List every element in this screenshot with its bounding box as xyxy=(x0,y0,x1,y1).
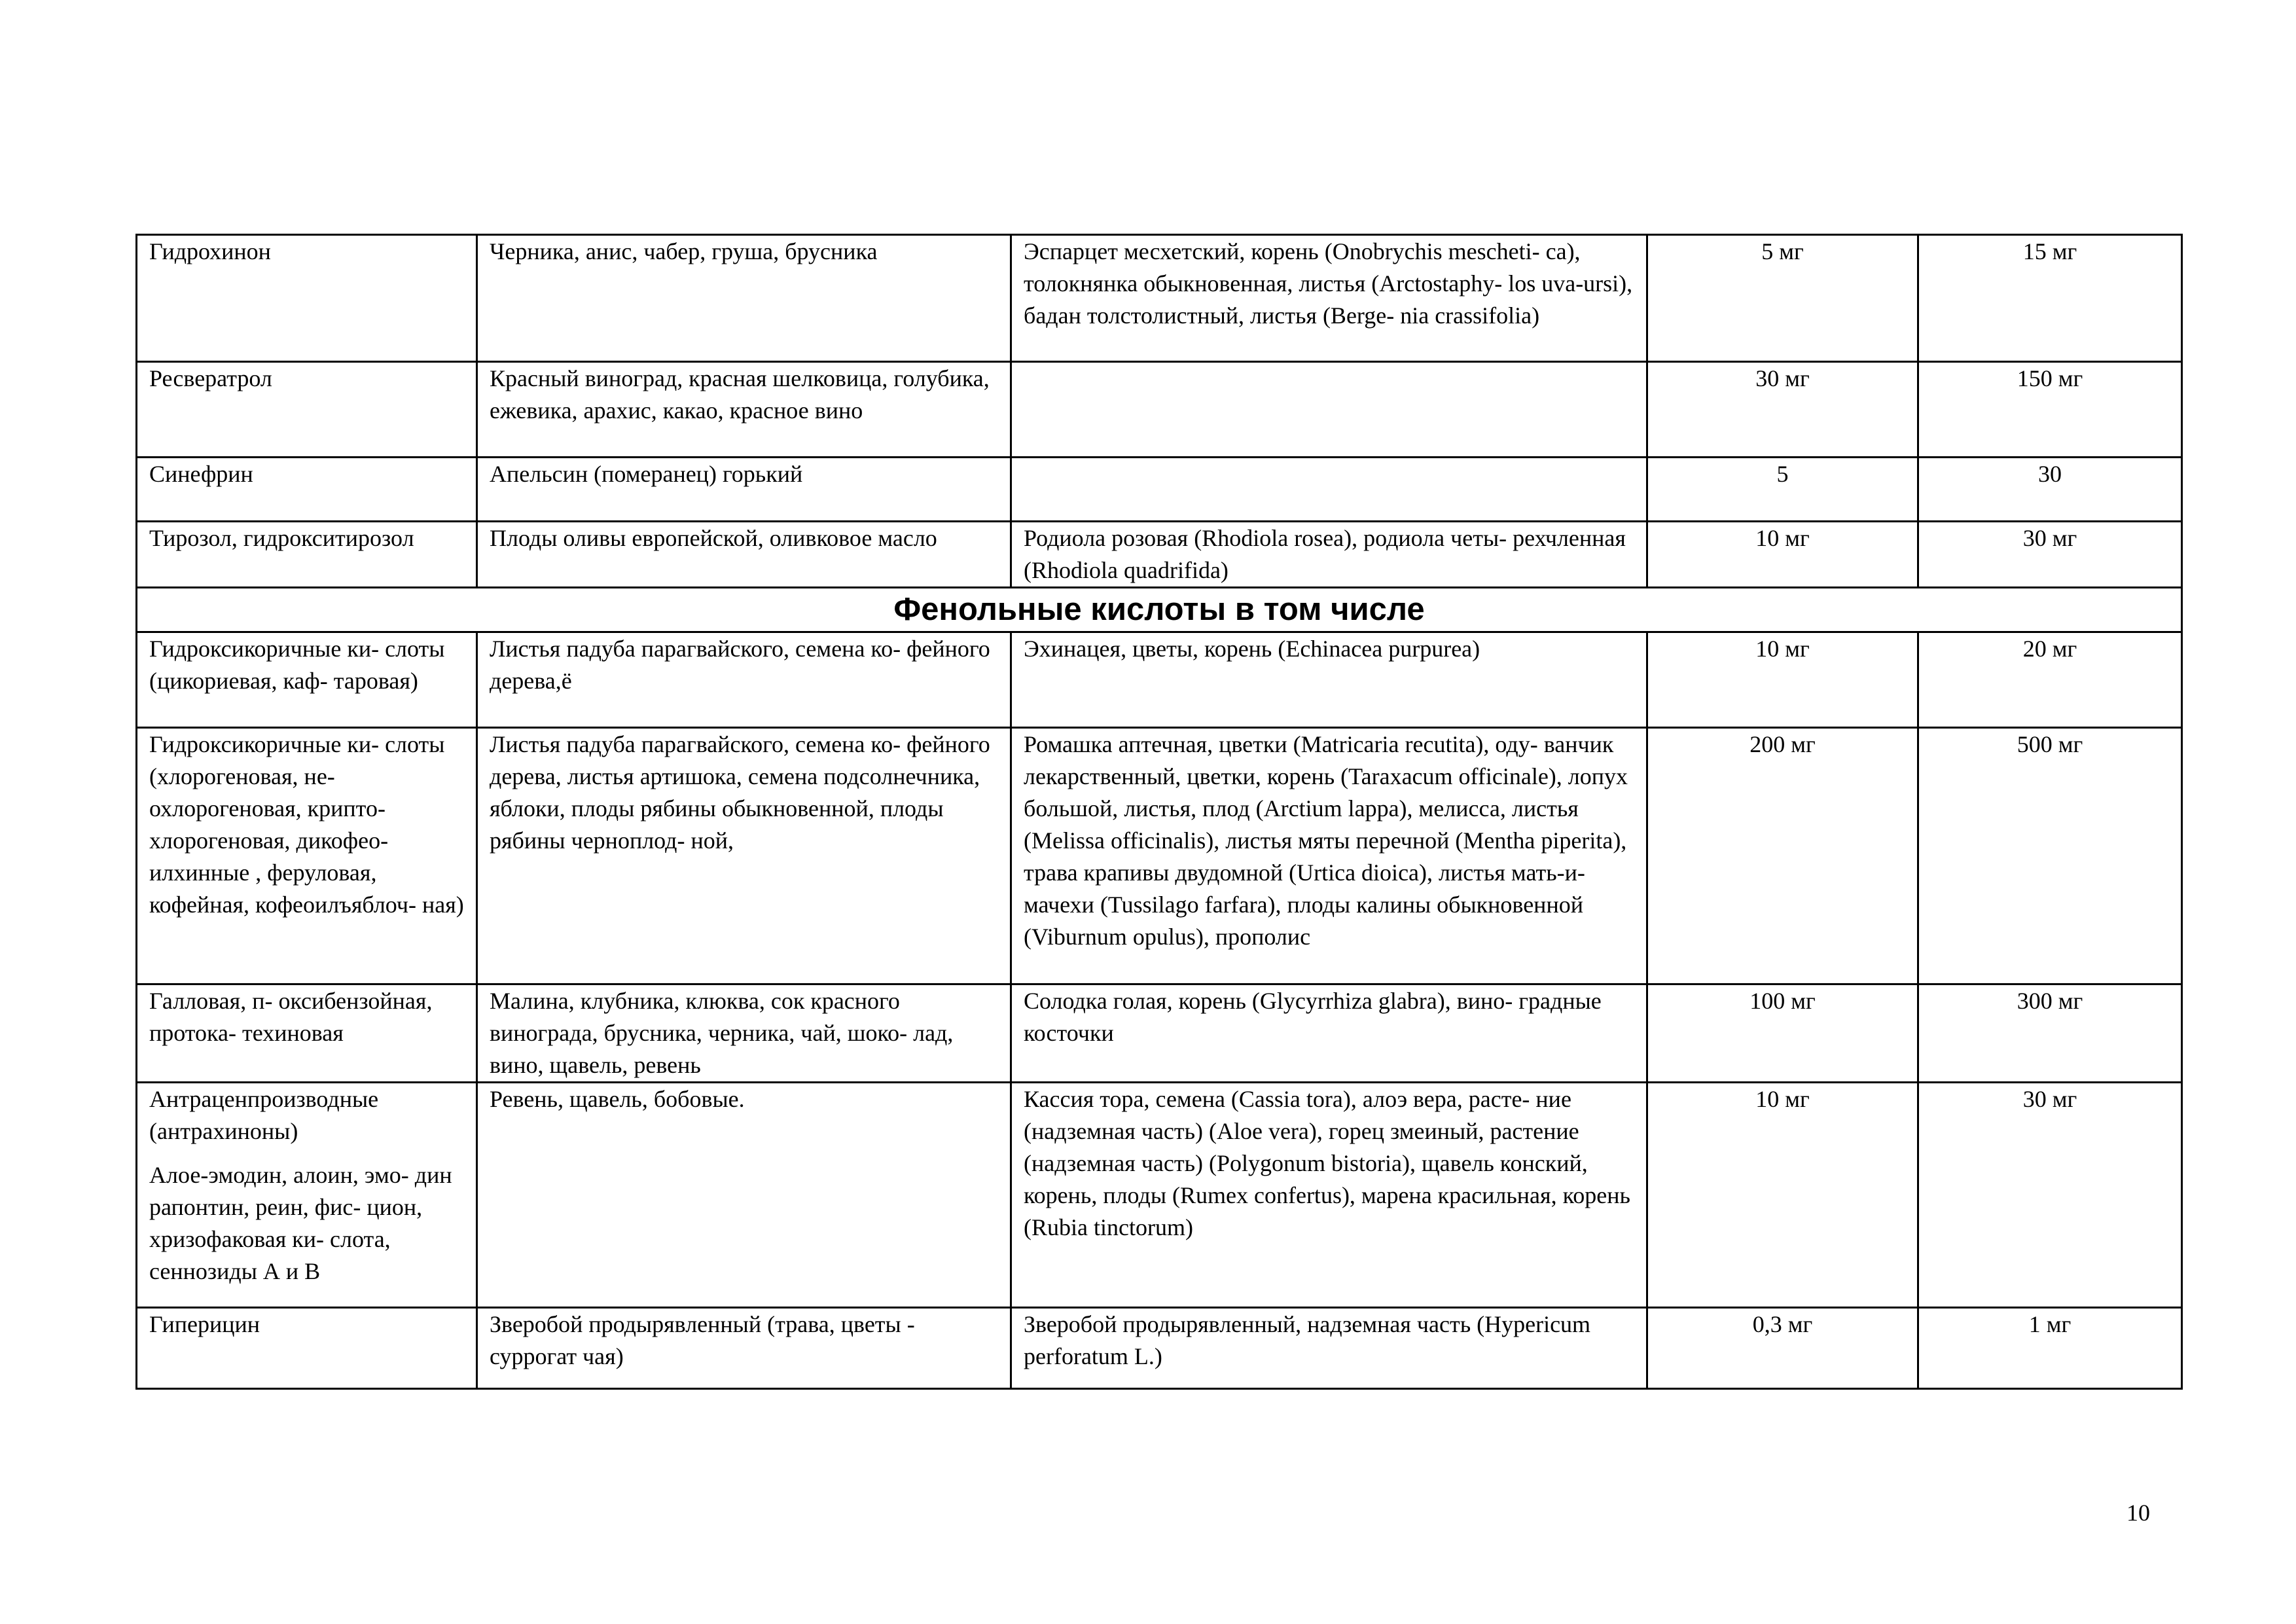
table-row xyxy=(137,1083,2182,1308)
plant-sources-cell: Зверобой продырявленный, надземная часть (Hypericum perforatum L.) xyxy=(1011,1308,1647,1389)
plant-sources-cell: Родиола розовая (Rhodiola rosea), родиола четы- рехчленная (Rhodiola quadrifida) xyxy=(1011,522,1647,588)
food-sources-cell: Зверобой продырявленный (трава, цветы - суррогат чая) xyxy=(477,1308,1011,1389)
compound-name-cell: Гидрохинон xyxy=(137,235,477,362)
dose-cell-2: 150 мг xyxy=(1918,362,2182,458)
dose-cell-1: 10 мг xyxy=(1647,632,1918,728)
dose-cell-1: 5 xyxy=(1647,458,1918,522)
dose-cell-1: 100 мг xyxy=(1647,984,1918,1083)
food-sources-cell: Красный виноград, красная шелковица, голубика, ежевика, арахис, какао, красное вино xyxy=(477,362,1011,458)
compound-name-cell: Гиперицин xyxy=(137,1308,477,1389)
food-sources-cell: Листья падуба парагвайского, семена ко- фейного дерева,ё xyxy=(477,632,1011,728)
compound-name-cell: Тирозол, гидрокситирозол xyxy=(137,522,477,588)
page-number: 10 xyxy=(2126,1500,2150,1526)
food-sources-cell: Ревень, щавель, бобовые. xyxy=(477,1083,1011,1308)
dose-cell-1: 10 мг xyxy=(1647,522,1918,588)
food-sources-cell: Апельсин (померанец) горький xyxy=(477,458,1011,522)
food-sources-cell: Плоды оливы европейской, оливковое масло xyxy=(477,522,1011,588)
compound-subname: Алое-эмодин, алоин, эмо- дин рапонтин, реин, фис- цион, хризофаковая ки- слота, сеннозиды А и В xyxy=(149,1162,452,1284)
table-row xyxy=(137,458,2182,522)
dose-cell-2: 20 мг xyxy=(1918,632,2182,728)
dose-cell-2: 30 мг xyxy=(1918,522,2182,588)
dose-cell-1: 0,3 мг xyxy=(1647,1308,1918,1389)
compound-name-cell: Гидроксикоричные ки- слоты (цикориевая, каф- таровая) xyxy=(137,632,477,728)
food-sources-cell: Черника, анис, чабер, груша, брусника xyxy=(477,235,1011,362)
plant-sources-cell: Эхинацея, цветы, корень (Echinacea purpurea) xyxy=(1011,632,1647,728)
dose-cell-2: 500 мг xyxy=(1918,728,2182,984)
dose-cell-1: 200 мг xyxy=(1647,728,1918,984)
plant-sources-cell: Кассия тора, семена (Cassia tora), алоэ вера, расте- ние (надземная часть) (Aloe vera), горец змеиный, растение (надземная часть) (Polygonum bistoria), щавель конский, корень, плоды (Rumex confertus), марена красильная, корень (Rubia tinctorum) xyxy=(1011,1083,1647,1308)
table-row xyxy=(137,1308,2182,1389)
dose-cell-2: 300 мг xyxy=(1918,984,2182,1083)
plant-sources-cell: Солодка голая, корень (Glycyrrhiza glabra), вино- градные косточки xyxy=(1011,984,1647,1083)
table-row xyxy=(137,728,2182,984)
table-row xyxy=(137,984,2182,1083)
compound-name-cell: Гидроксикоричные ки- слоты (хлорогеновая, не- охлорогеновая, крипто- хлорогеновая, дикофео- илхинные , феруловая, кофейная, кофеоилъяблоч- ная) xyxy=(137,728,477,984)
table-row xyxy=(137,235,2182,362)
table-row xyxy=(137,362,2182,458)
compound-name-cell: Синефрин xyxy=(137,458,477,522)
dose-cell-1: 10 мг xyxy=(1647,1083,1918,1308)
dose-cell-1: 5 мг xyxy=(1647,235,1918,362)
plant-sources-cell xyxy=(1011,362,1647,458)
compound-name-cell: Галловая, п- оксибензойная, протока- техиновая xyxy=(137,984,477,1083)
table-row xyxy=(137,632,2182,728)
dose-cell-1: 30 мг xyxy=(1647,362,1918,458)
food-sources-cell: Малина, клубника, клюква, сок красного винограда, брусника, черника, чай, шоко- лад, вино, щавель, ревень xyxy=(477,984,1011,1083)
plant-sources-cell: Ромашка аптечная, цветки (Matricaria recutita), оду- ванчик лекарственный, цветки, корень (Taraxacum officinale), лопух большой, листья, плод (Arctium lappa), мелисса, листья (Melissa officinalis), листья мяты перечной (Mentha piperita), трава крапивы двудомной (Urtica dioica), листья мать-и-мачехи (Tussilago farfara), плоды калины обыкновенной (Viburnum opulus), прополис xyxy=(1011,728,1647,984)
compound-name-cell xyxy=(137,1083,477,1308)
dose-cell-2: 30 мг xyxy=(1918,1083,2182,1308)
dose-cell-2: 15 мг xyxy=(1918,235,2182,362)
compound-name-cell: Ресвератрол xyxy=(137,362,477,458)
section-header-row xyxy=(137,588,2182,632)
dose-cell-2: 1 мг xyxy=(1918,1308,2182,1389)
section-header: Фенольные кислоты в том числе xyxy=(137,588,2182,632)
compound-name: Антраценпроизводные (антрахиноны) xyxy=(149,1086,379,1144)
food-sources-cell: Листья падуба парагвайского, семена ко- фейного дерева, листья артишока, семена подсолнечника, яблоки, плоды рябины обыкновенной, плоды рябины черноплод- ной, xyxy=(477,728,1011,984)
plant-sources-cell: Эспарцет месхетский, корень (Onobrychis mescheti- ca), толокнянка обыкновенная, листья (Arctostaphy- los uva-ursi), бадан толстолистный, листья (Berge- nia crassifolia) xyxy=(1011,235,1647,362)
dose-cell-2: 30 xyxy=(1918,458,2182,522)
compounds-table xyxy=(135,234,2183,1390)
plant-sources-cell xyxy=(1011,458,1647,522)
table-row xyxy=(137,522,2182,588)
